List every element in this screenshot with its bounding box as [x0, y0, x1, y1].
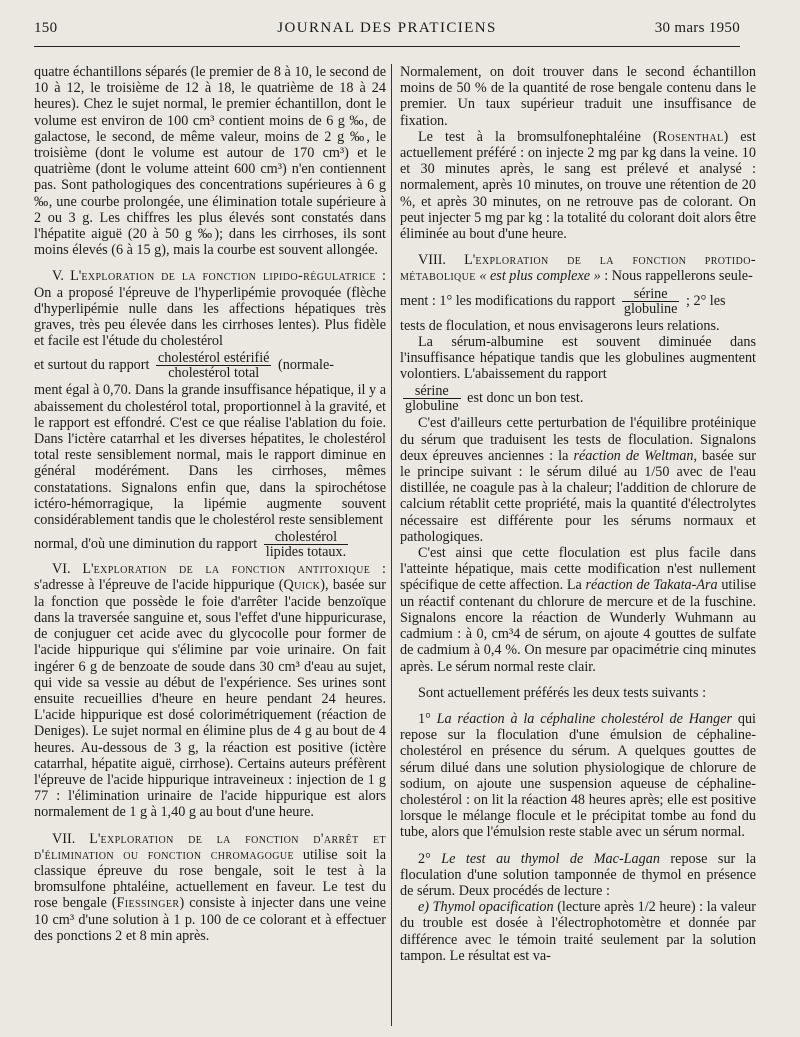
hanger-text: qui repose sur la floculation d'une émulsion de céphaline-cholestérol en présence du sérum. A quelques gouttes de sérum dilué dans une solution physiologique de chlorure de sodium, on ajoute une suspension aqueuse de céphaline-cholestérol : on lit la réaction 48 heures après; elle est positive lorsque le mélange flocule et le précipitat tombe au fond du tube, alors que l'émulsion reste stable avec un sérum normal.: [400, 710, 756, 841]
right-column: [400, 64, 756, 964]
bromsulfone-text-a: Le test à la bromsulfonephtaléine (: [418, 128, 658, 145]
ratio-serine-row-2: [400, 384, 756, 413]
section-vi-number: VI. L': [52, 561, 94, 578]
ratio-tail-text: (normale-: [278, 357, 334, 374]
hanger-title: La réaction à la céphaline cholestérol de Hanger: [436, 710, 733, 727]
section-viii-number: VIII. L': [418, 252, 476, 269]
section-vii-text-a: utilise soit la classique épreuve du rose bengale, soit le test à la bromsulfone phtaléine, actuellement en faveur. Le test du rose bengale (: [34, 846, 386, 912]
paragraph-maclagan: [400, 851, 756, 900]
takata-text-b: utilise un réactif contenant du chlorure de mercure et de la fuschine. Signalons encore la réaction de Wunderly Wuhmann au cadmium : à 0, cm³4 de sérum, on ajoute 4 gouttes de sulfate de cadmium à 0,4 %. On mesure par opacimétrie cinq minutes après. Le sérum normal reste clair.: [400, 577, 756, 675]
ratio-serine-fraction-2: [403, 384, 461, 413]
section-vii: [34, 831, 386, 944]
fraction-numerator: cholestérol: [274, 529, 338, 546]
ratio-serine-row: [400, 287, 756, 316]
author-rosenthal: Rosenthal: [657, 128, 724, 145]
section-vii-title: exploration de la fonction d'arrêt et d'élimination ou fonction chromagogue: [34, 830, 386, 863]
weltman-text-b: , basée sur le principe suivant : le sérum dilué au 1/50 avec de l'eau distillée, ne coagule pas à la chaleur; l'addition de chlorure de calcium rétablit cette propriété, mais la quantité d'électrolytes nécessaire est différente pour les sérums normaux et pathologiques.: [400, 447, 756, 545]
takata-reaction: réaction de Takata-Ara: [585, 577, 718, 594]
author-fiessinger: Fiessinger: [116, 895, 180, 912]
section-v-continued: ment égal à 0,70. Dans la grande insuffisance hépatique, il y a abaissement du cholestérol total, proportionnel à la gravité, et le rapport est effondré. C'est ce que réalise l'ablation du foie. Dans l'ictère catarrhal et les diverses hépatites, le cholestérol total reste sensiblement normal, mais le rapport diminue en général modérément. Dans les cirrhoses, mêmes constatations. Signalons enfin que, dans la spirochétose ictéro-hémorragique, la lipémie augmente souvent considérablement tandis que le cholestérol reste sensiblement: [34, 382, 386, 529]
author-quick: Quick: [283, 577, 321, 594]
fraction-denominator: cholestérol total: [156, 365, 271, 380]
section-viii-title: exploration de la fonction protido-métabolique: [400, 252, 756, 285]
weltman-text-a: C'est d'ailleurs cette perturbation de l'équilibre protéinique du sérum que traduisent les tests de floculation. Signalons deux épreuves anciennes : la: [400, 415, 756, 464]
ratio-lipides-row: [34, 530, 386, 559]
maclagan-title: Le test au thymol de Mac-Lagan: [441, 850, 660, 867]
column-divider: [391, 64, 392, 1026]
section-viii-text: : Nous rappellerons seule-: [604, 268, 753, 285]
paragraph-rose-bengale: Normalement, on doit trouver dans le second échantillon moins de 50 % de la quantité de rose bengale contenu dans le premier. Un taux supérieur traduit une insuffisance de fixation.: [400, 64, 756, 129]
section-v-text: : On a proposé l'épreuve de l'hyperlipémie provoquée (flèche d'hyperlipémie nulle dans les affections hépatiques très graves, très peu élevée dans les cirrhoses lentes). Plus fidèle et facile est l'étude du cholestérol: [34, 268, 386, 350]
fraction-denominator: globuline: [405, 398, 459, 415]
paragraph-serum-albumine: La sérum-albumine est souvent diminuée dans l'insuffisance hépatique tandis que les globulines augmentent volontiers. L'abaissement du rapport: [400, 333, 756, 383]
section-vii-text-b: ) consiste à injecter dans une veine 10 cm³ d'une solution à 1 p. 100 de ce colorant et à effectuer des ponctions 2 et 8 min après.: [34, 895, 386, 944]
ratio-lipides-fraction: [264, 530, 348, 559]
bromsulfone-text-b: ) est actuellement préféré : on injecte 2 mg par kg dans la veine. 10 et 30 minutes après, le sang est prélevé et analysé : normalement, après 10 minutes, on trouve une rétention de 20 %, et après 30 minutes, on ne retrouve pas de colorant. On peut injecter 5 mg par kg : la totalité du colorant doit alors être éliminée au bout d'une heure.: [400, 128, 756, 243]
thymol-title: Thymol opacification: [432, 899, 554, 916]
ratio-serine-fraction: [622, 287, 680, 316]
ratio-serine-tail: ; 2° les: [685, 292, 726, 309]
fraction-numerator: sérine: [414, 383, 449, 400]
paragraph-tests-preferes: Sont actuellement préférés les deux tests suivants :: [418, 684, 707, 701]
section-v-number: V. L': [52, 268, 82, 285]
maclagan-number: 2°: [418, 850, 442, 867]
fraction-denominator: globuline: [623, 300, 678, 317]
paragraph-bromsulfone: [400, 129, 756, 242]
ratio2-lead-text: normal, d'où une diminution du rapport: [34, 536, 258, 553]
paragraph-weltman: [400, 415, 756, 545]
left-column: [34, 64, 386, 944]
paragraph-hanger: [400, 711, 756, 841]
ratio-cholesterol-fraction: [156, 351, 271, 380]
section-vi-text-a: : s'adresse à l'épreuve de l'acide hippurique (: [34, 561, 386, 594]
section-v-title: exploration de la fonction lipido-régulatrice: [81, 268, 376, 285]
header-rule: [34, 46, 740, 47]
section-viii-continued: tests de floculation, et nous envisagerons leurs relations.: [400, 317, 720, 334]
thymol-lead: e): [418, 899, 433, 916]
section-vi-text-b: ), basée sur la fonction que possède le foie d'arrêter l'acide benzoïque dans la traversée sanguine et, sous l'effet d'une hippuricurase, de conjuguer cet acide avec du glycocolle pour former de l'acide hippurique qui s'élimine par voie urinaire. On fait ingérer 6 g de benzoate de soude dans 30 cm³ d'eau au sujet, qui vide sa vessie au début de l'expérience. Ses urines sont ensuite recueillies d'heure en heure pendant 24 heures. L'acide hippurique est dosé colorimétriquement (réaction de Deniges). Le sujet normal en élimine plus de 4 g au bout de 4 heures. Au-dessous de 3 g, la réaction est positive (ictère catarrhal, hépatite aiguë, cirrhose). Certains auteurs préfèrent l'épreuve de l'acide hippurique intraveineux : injection de 1 g 77 : l'élimination urinaire de l'acide hippurique est alors normalement de 1 g à 1,40 g au bout d'une heure.: [34, 577, 386, 821]
section-v: [34, 268, 386, 349]
maclagan-text: repose sur la floculation d'une solution tamponnée de thymol en présence de sérum. Deux procédés de lecture :: [400, 850, 756, 899]
section-vi: [34, 561, 386, 820]
running-header: [34, 20, 740, 44]
paragraph-takata: [400, 545, 756, 675]
thymol-text: (lecture après 1/2 heure) : la valeur du trouble est dosée à l'électrophotomètre et donnée par différence avec le témoin traité seulement par la solution tampon. Le résultat est va-: [400, 899, 756, 964]
ratio-cholesterol-row: [34, 351, 386, 380]
ratio-serine-lead: ment : 1° les modifications du rapport: [400, 292, 616, 309]
section-viii-quote: « est plus complexe »: [475, 268, 605, 285]
paragraph-galactose: quatre échantillons séparés (le premier de 8 à 10, le second de 10 à 12, le troisième de 12 à 18, le quatrième de 18 à 24 heures). Chez le sujet normal, le premier échantillon, dont le volume est environ de 100 cm³ contient moins de 6 g ‰, de galactose, le second, de même valeur, moins de 2 g ‰, le troisième (dont le volume est autour de 170 cm³) et le quatrième (dont le volume atteint 600 cm³) n'en contiennent pas. Sont pathologiques des concentrations supérieures à 6 g ‰, une courbe prolongée, une élimination totale supérieure à 2 ou 3 g. Les chiffres les plus élevés sont constatés dans l'hépatite aiguë (20 à 50 g ‰); dans les cirrhoses, ils sont moins élevés (6 à 15 g), mais la courbe est souvent allongée.: [34, 64, 386, 259]
paragraph-thymol: [400, 899, 756, 964]
weltman-reaction: réaction de Weltman: [573, 447, 694, 464]
hanger-number: 1°: [418, 710, 437, 727]
fraction-denominator: lipides totaux.: [265, 544, 347, 561]
ratio-serine-tail-2: est donc un bon test.: [467, 390, 584, 407]
section-vii-number: VII. L': [52, 830, 101, 847]
ratio-lead-text: et surtout du rapport: [34, 357, 150, 374]
fraction-numerator: cholestérol estérifié: [158, 350, 270, 367]
section-viii: [400, 252, 756, 284]
takata-text-a: C'est ainsi que cette floculation est plus facile dans l'atteinte hépatique, mais cette modification n'est nullement spécifique de cette affection. La: [400, 545, 756, 594]
issue-date: 30 mars 1950: [654, 20, 740, 36]
journal-title: JOURNAL DES PRATICIENS: [277, 20, 497, 36]
section-vi-title: exploration de la fonction antitoxique: [93, 561, 371, 578]
fraction-numerator: sérine: [633, 285, 668, 302]
page-number: 150: [34, 20, 58, 36]
